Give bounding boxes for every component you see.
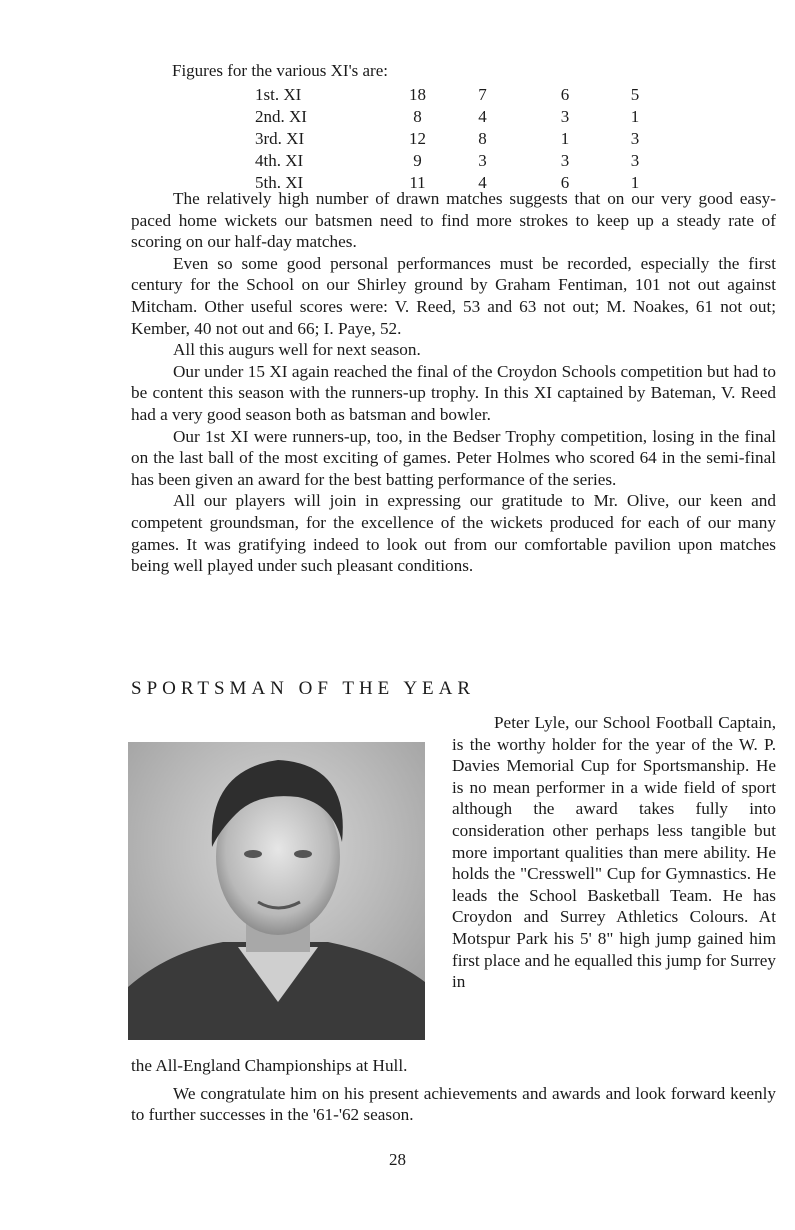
- results-table: [255, 84, 650, 194]
- team-name: 5th. XI: [255, 173, 304, 192]
- report-paragraph: The relatively high number of drawn matches suggests that on our very good easy-paced home wickets our batsmen need to find more strokes to keep up a steady rate of scoring on our half-day matches.: [131, 189, 776, 252]
- table-cell: 4: [478, 107, 487, 126]
- cricket-report: [131, 188, 776, 577]
- report-paragraph: All this augurs well for next season.: [173, 340, 421, 360]
- table-cell: 3: [560, 107, 570, 126]
- table-cell: 11: [409, 173, 426, 192]
- table-cell: 1: [630, 173, 640, 192]
- team-name: 4th. XI: [255, 151, 304, 170]
- table-cell: 1: [560, 129, 570, 148]
- table-row: [255, 84, 650, 106]
- table-cell: 3: [630, 129, 640, 148]
- section-heading: SPORTSMAN OF THE YEAR: [131, 678, 476, 699]
- profile-continuation: the All-England Championships at Hull.: [131, 1056, 408, 1075]
- team-name: 3rd. XI: [255, 129, 305, 148]
- table-cell: 6: [560, 173, 570, 192]
- portrait-photo: [128, 742, 425, 1040]
- report-paragraph: Our 1st XI were runners-up, too, in the Bedser Trophy competition, losing in the final on the last ball of the most exciting of games. Peter Holmes who scored 64 in the semi-final has been given an award for the best batting performance of the series.: [131, 426, 776, 489]
- report-paragraph: All our players will join in expressing our gratitude to Mr. Olive, our keen and competent groundsman, for the excellence of the wickets produced for each of our many games. It was gratifying indeed to look out from our comfortable pavilion upon matches being well played under such pleasant conditions.: [131, 491, 776, 576]
- table-cell: 6: [560, 85, 570, 104]
- table-row: [255, 128, 650, 150]
- table-cell: 8: [478, 129, 487, 148]
- table-cell: 3: [630, 151, 640, 170]
- table-row: [255, 150, 650, 172]
- page-number: 28: [389, 1150, 406, 1169]
- closing-paragraph: We congratulate him on his present achievements and awards and look forward keenly to further successes in the '61-'62 season.: [131, 1083, 776, 1125]
- table-cell: 12: [409, 129, 426, 148]
- report-paragraph: Even so some good personal performances must be recorded, especially the first century for the School on our Shirley ground by Graham Fentiman, 101 not out against Mitcham. Other useful scores were: V. Reed, 53 and 63 not out; M. Noakes, 61 not out; Kember, 40 not out and 66; I. Paye, 52.: [131, 253, 776, 338]
- report-paragraph: Our under 15 XI again reached the final of the Croydon Schools competition but had to be content this season with the runners-up trophy. In this XI captained by Bateman, V. Reed had a very good season both as batsman and bowler.: [131, 361, 776, 424]
- team-name: 2nd. XI: [255, 107, 307, 126]
- table-cell: 9: [413, 151, 422, 170]
- table-row: [255, 106, 650, 128]
- table-cell: 7: [478, 85, 487, 104]
- table-cell: 4: [478, 173, 487, 192]
- stats-intro: Figures for the various XI's are:: [172, 61, 388, 80]
- profile-text: Peter Lyle, our School Football Captain, is the worthy holder for the year of the W. P. Davies Memorial Cup for Sportsmanship. He is no mean performer in a wide field of sport although the award takes fully into consideration other perhaps less tangible but more important qualities than mere ability. He holds the "Cresswell" Cup for Gymnastics. He leads the School Basketball Team. He has Croydon and Surrey Athletics Colours. At Motspur Park his 5' 8" high jump gained him first place and he equalled this jump for Surrey in: [452, 713, 776, 992]
- team-name: 1st. XI: [255, 85, 302, 104]
- table-cell: 5: [630, 85, 640, 104]
- table-cell: 1: [630, 107, 640, 126]
- table-cell: 3: [560, 151, 570, 170]
- table-cell: 8: [413, 107, 422, 126]
- sportsman-profile: [452, 712, 776, 993]
- table-cell: 18: [409, 85, 426, 104]
- closing-section: [131, 1055, 776, 1126]
- table-cell: 3: [478, 151, 487, 170]
